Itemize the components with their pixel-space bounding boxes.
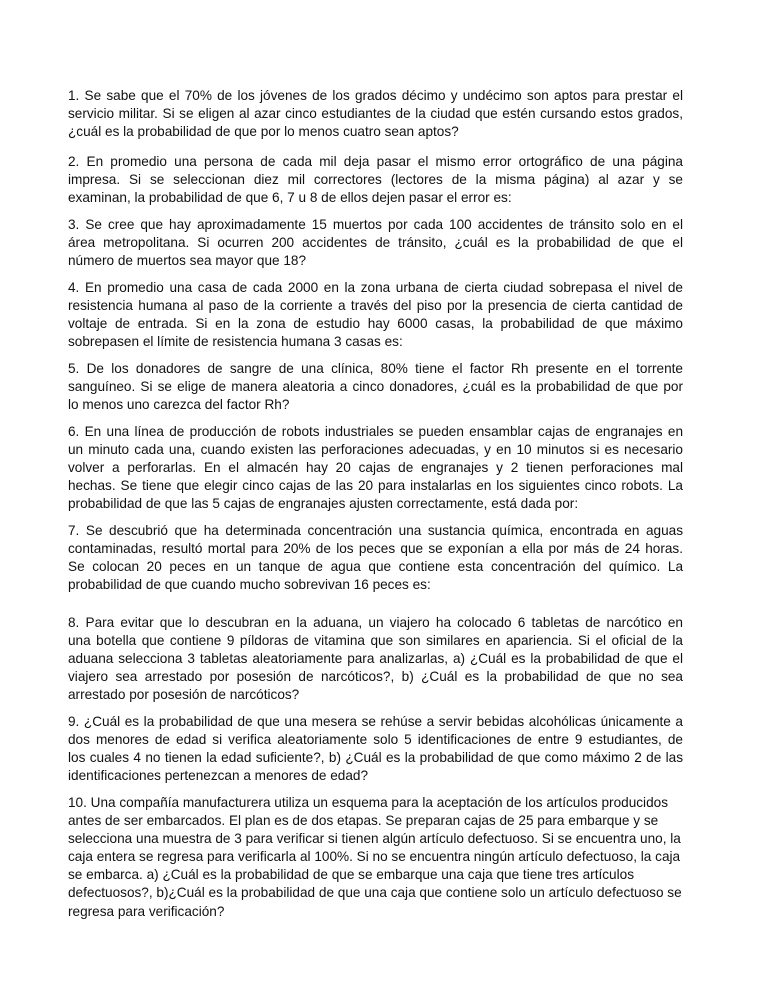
question-line: arrestado por posesión de narcóticos? (68, 687, 300, 703)
question-line: 6. En una línea de producción de robots industriales se pueden ensamblar cajas de engranajes en (68, 424, 683, 439)
question-line: un minuto cada una, cuando existen las perforaciones adecuadas, y en 10 minutos si es necesario (68, 442, 683, 458)
question-line: 4. En promedio una casa de cada 2000 en la zona urbana de cierta ciudad sobrepasa el nivel de (68, 280, 683, 295)
question-line: caja entera se regresa para verificarla al 100%. Si no se encuentra ningún artículo defectuoso, la caja (68, 849, 681, 865)
question-line: regresa para verificación? (68, 903, 225, 919)
question-line: 9. ¿Cuál es la probabilidad de que una mesera se rehúse a servir bebidas alcohólicas únicamente a (68, 714, 683, 729)
question-line: aduana selecciona 3 tabletas aleatoriamente para analizarlas, a) ¿Cuál es la probabilidad de que el (68, 651, 683, 667)
question-1 (68, 87, 683, 141)
question-line: probabilidad de que cuando mucho sobrevivan 16 peces es: (68, 577, 431, 593)
question-line: servicio militar. Si se eligen al azar cinco estudiantes de la ciudad que estén cursando estos grados, (68, 106, 683, 122)
question-line: examinan, la probabilidad de que 6, 7 u 8 de ellos dejen pasar el error es: (68, 190, 512, 206)
question-line: resistencia humana al paso de la corriente a través del piso por la presencia de cierta cantidad de (68, 298, 683, 314)
question-line: 5. De los donadores de sangre de una clínica, 80% tiene el factor Rh presente en el torrente (68, 361, 683, 376)
question-8 (68, 614, 683, 704)
question-line: número de muertos sea mayor que 18? (68, 253, 307, 269)
question-line: Se colocan 20 peces en un tanque de agua que contiene esta concentración del químico. La (68, 559, 683, 575)
question-10 (68, 794, 683, 921)
question-line: contaminadas, resultó mortal para 20% de los peces que se exponían a ella por más de 24 horas. (68, 541, 683, 557)
question-7 (68, 522, 683, 594)
question-line: impresa. Si se seleccionan diez mil correctores (lectores de la misma página) al azar y se (68, 172, 683, 188)
question-line: selecciona una muestra de 3 para verificar si tienen algún artículo defectuoso. Si se encuentra uno, la (68, 831, 681, 847)
question-line: 2. En promedio una persona de cada mil deja pasar el mismo error ortográfico de una página (68, 154, 683, 169)
question-2 (68, 153, 683, 207)
question-line: voltaje de entrada. Si en la zona de estudio hay 6000 casas, la probabilidad de que máximo (68, 316, 683, 332)
question-line: 7. Se descubrió que ha determinada concentración una sustancia química, encontrada en aguas (68, 523, 683, 538)
question-line: viajero sea arrestado por posesión de narcóticos?, b) ¿Cuál es la probabilidad de que no sea (68, 669, 683, 685)
question-line: probabilidad de que las 5 cajas de engranajes ajusten correctamente, está dada por: (68, 496, 579, 512)
question-9 (68, 713, 683, 785)
question-line: 8. Para evitar que lo descubran en la aduana, un viajero ha colocado 6 tabletas de narcótico en (68, 615, 683, 630)
question-line: lo menos uno carezca del factor Rh? (68, 397, 290, 413)
question-line: se embarca. a) ¿Cuál es la probabilidad de que se embarque una caja que tiene tres artículos (68, 867, 634, 883)
question-line: área metropolitana. Si ocurren 200 accidentes de tránsito, ¿cuál es la probabilidad de que el (68, 235, 683, 251)
question-line: volver a perforarlas. En el almacén hay 20 cajas de engranajes y 2 tienen perforaciones mal (68, 460, 683, 476)
question-4 (68, 279, 683, 351)
question-line: sobrepasen el límite de resistencia humana 3 casas es: (68, 334, 403, 350)
question-line: identificaciones pertenezcan a menores de edad? (68, 768, 369, 784)
question-line: antes de ser embarcados. El plan es de dos etapas. Se preparan cajas de 25 para embarque y se (68, 813, 659, 829)
question-line: los cuales 4 no tienen la edad suficiente?, b) ¿Cuál es la probabilidad de que como máximo 2 de las (68, 750, 683, 766)
question-3 (68, 216, 683, 270)
question-5 (68, 360, 683, 414)
question-line: sanguíneo. Si se elige de manera aleatoria a cinco donadores, ¿cuál es la probabilidad de que por (68, 379, 683, 395)
question-line: 1. Se sabe que el 70% de los jóvenes de los grados décimo y undécimo son aptos para prestar el (68, 88, 683, 103)
question-line: dos menores de edad si verifica aleatoriamente solo 5 identificaciones de entre 9 estudiantes, de (68, 732, 683, 748)
question-line: una botella que contiene 9 píldoras de vitamina que son similares en apariencia. Si el oficial de la (68, 633, 683, 649)
question-line: ¿cuál es la probabilidad de que por lo menos cuatro sean aptos? (68, 124, 459, 140)
question-line: hechas. Se tiene que elegir cinco cajas de las 20 para instalarlas en los siguientes cinco robots. La (68, 478, 683, 494)
question-line: 3. Se cree que hay aproximadamente 15 muertos por cada 100 accidentes de tránsito solo en el (68, 217, 683, 232)
question-line: defectuosos?, b)¿Cuál es la probabilidad de que una caja que contiene solo un artículo defectuoso se (68, 885, 682, 901)
question-6 (68, 423, 683, 513)
question-line: 10. Una compañía manufacturera utiliza un esquema para la aceptación de los artículos producidos (68, 795, 668, 810)
